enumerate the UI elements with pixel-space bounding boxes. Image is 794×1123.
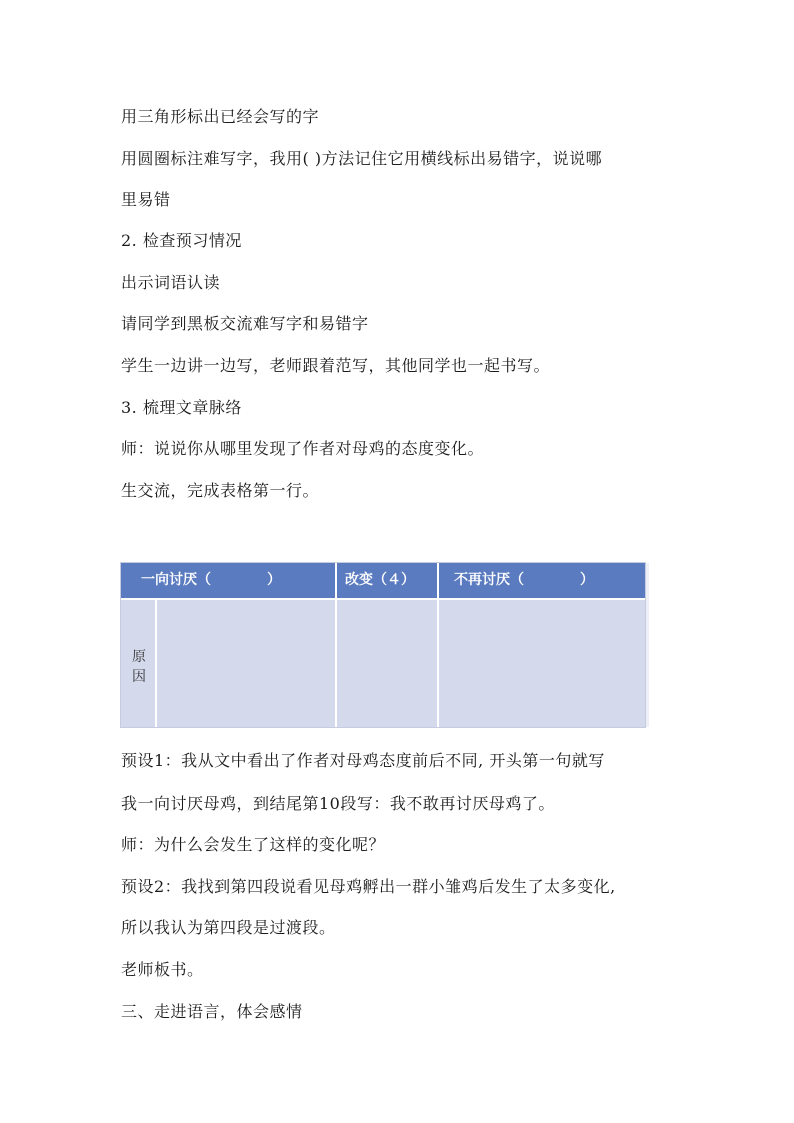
text-line: 用三角形标出已经会写的字: [121, 107, 320, 126]
text-line: 出示词语认读: [121, 273, 221, 292]
text-line: 里易错: [121, 190, 171, 209]
text-line: 所以我认为第四段是过渡段。: [121, 918, 336, 937]
text-line: 师：说说你从哪里发现了作者对母鸡的态度变化。: [121, 439, 485, 458]
attitude-change-table: [120, 562, 646, 728]
table-divider: [335, 563, 337, 727]
section-heading: 2. 检查预习情况: [121, 231, 242, 250]
table-row-label: 原 因: [132, 649, 146, 685]
table-header-row: [121, 563, 645, 598]
text-line: 老师板书。: [121, 960, 204, 979]
text-line: 请同学到黑板交流难写字和易错字: [121, 314, 369, 333]
section-heading: 3. 梳理文章脉络: [121, 398, 242, 417]
table-header-cell: 改变（４）: [345, 572, 415, 588]
text-line: 我一向讨厌母鸡，到结尾第10段写：我不敢再讨厌母鸡了。: [121, 794, 555, 813]
table-header-cell: 一向讨厌（ ）: [141, 572, 281, 588]
table-divider: [155, 600, 157, 727]
text-line: 预设2：我找到第四段说看见母鸡孵出一群小雏鸡后发生了太多变化,: [121, 877, 616, 896]
table-divider: [437, 563, 439, 727]
text-line: 预设1：我从文中看出了作者对母鸡态度前后不同, 开头第一句就写: [121, 751, 605, 770]
text-line: 生交流，完成表格第一行。: [121, 481, 320, 500]
section-heading: 三、走进语言，体会感情: [121, 1002, 303, 1021]
text-line: 用圆圈标注难写字，我用( )方法记住它用横线标出易错字，说说哪: [121, 149, 603, 168]
table-header-cell: 不再讨厌（ ）: [454, 572, 594, 588]
text-line: 学生一边讲一边写，老师跟着范写，其他同学也一起书写。: [121, 356, 551, 375]
table-divider: [121, 598, 645, 600]
text-line: 师：为什么会发生了这样的变化呢？: [121, 835, 386, 854]
table-edge: [646, 563, 649, 727]
